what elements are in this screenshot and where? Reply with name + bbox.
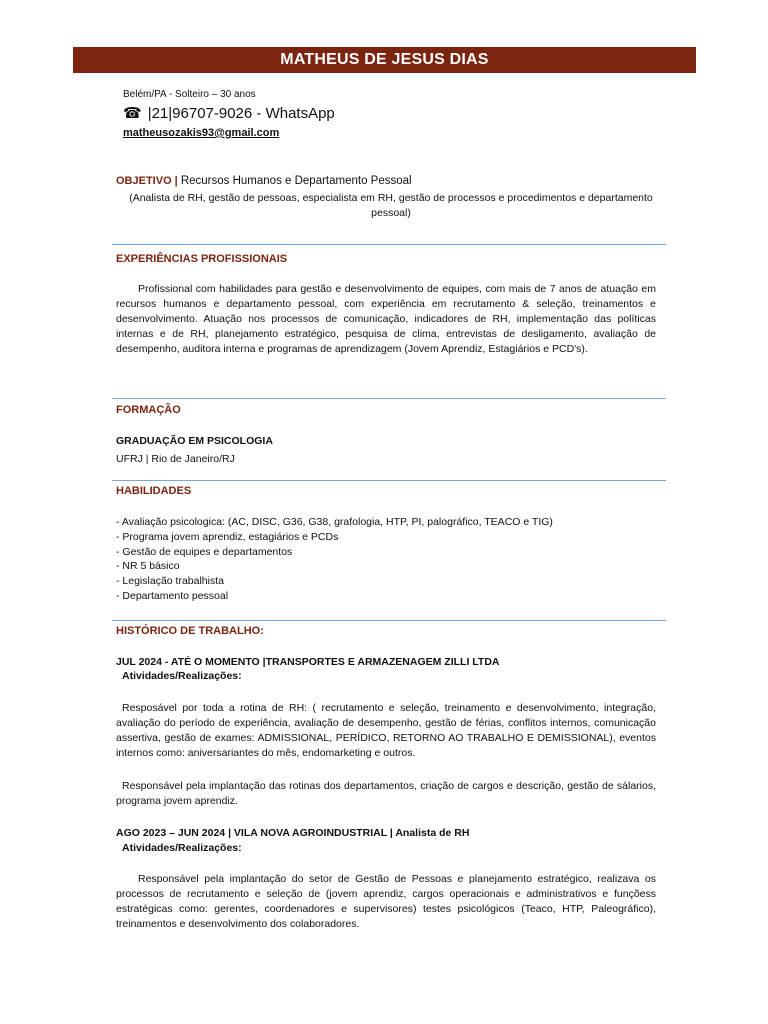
section-divider (112, 398, 666, 399)
objective-line (116, 175, 412, 187)
list-item: - Programa jovem aprendiz, estagiários e PCDs (116, 530, 339, 543)
job-description: Responsável pela implantação das rotinas dos departamentos, criação de cargos e descrição, gestão de sálarios, programa jovem aprendiz. (116, 780, 656, 807)
activities-label: Atividades/Realizações: (122, 842, 242, 854)
list-item: - Legislação trabalhista (116, 575, 224, 588)
location-status: Belém/PA - Solteiro – 30 anos (123, 89, 256, 100)
skills-list (116, 515, 553, 604)
education-title: FORMAÇÃO (116, 404, 181, 416)
phone-number: |21|96707-9026 - WhatsApp (147, 104, 335, 122)
candidate-name: MATHEUS DE JESUS DIAS (280, 51, 489, 68)
education-institution: UFRJ | Rio de Janeiro/RJ (116, 453, 235, 465)
objective-value: Recursos Humanos e Departamento Pessoal (180, 175, 412, 187)
history-title: HISTÓRICO DE TRABALHO: (116, 625, 264, 637)
phone-icon: ☎ (123, 105, 142, 122)
section-divider (112, 480, 666, 481)
experience-title: EXPERIÊNCIAS PROFISSIONAIS (116, 253, 288, 265)
job-description: Responsável pela implantação do setor de Gestão de Pessoas e planejamento estratégico, realizava os processos de recrutamento e seleção de (jovem aprendiz, cargos operacionais e administrativos e funçõess estratégicas como: gerentes, coordenadores e supervisores) testes psicológicos (Teaco, HTP, Paleográfico), treinamentos e desenvolvimento dos colaboradores. (116, 873, 656, 930)
activities-label: Atividades/Realizações: (122, 670, 242, 682)
objective-label: OBJETIVO | (116, 175, 178, 187)
name-header (73, 47, 696, 73)
objective-detail: (Analista de RH, gestão de pessoas, especialista em RH, gestão de processos e procedimentos e departamento pessoal) (129, 192, 653, 219)
job-description: Resposável por toda a rotina de RH: ( recrutamento e seleção, treinamento e desenvolvimento, integração, avaliação do período de experiência, avaliação de desempenho, gestão de férias, conflitos internos, comunicação assertiva, gestão de exames: ADMISSIONAL, PERÍDICO, RETORNO AO TRABALHO E DEMISSIONAL), eventos internos como: aniversariantes do mês, endomarketing e outros. (116, 702, 656, 759)
list-item: - NR 5 básico (116, 560, 180, 573)
list-item: - Departamento pessoal (116, 589, 229, 602)
section-divider (112, 620, 666, 621)
list-item: - Avaliação psicologica: (AC, DISC, G36, G38, grafologia, HTP, PI, palográfico, TEACO e TIG) (116, 516, 553, 528)
section-divider (112, 244, 666, 245)
list-item: - Gestão de equipes e departamentos (116, 545, 293, 558)
job-heading: JUL 2024 - ATÉ O MOMENTO |TRANSPORTES E ARMAZENAGEM ZILLI LTDA (116, 656, 500, 668)
experience-summary: Profissional com habilidades para gestão e desenvolvimento de equipes, com mais de 7 anos de atuação em recursos humanos e departamento pessoal, com experiência em recrutamento & seleção, treinamentos e desenvolvimento. Atuação nos processos de comunicação, indicadores de RH, implementação das políticas internas e de RH, planejamento estratégico, pesquisa de clima, entrevistas de desligamento, avaliação de desempenho, auditora interna e programas de aprendizagem (Jovem Aprendiz, Estagiários e PCD's). (116, 283, 656, 355)
skills-title: HABILIDADES (116, 485, 192, 497)
email-link[interactable]: matheusozakis93@gmail.com (123, 127, 280, 139)
job-heading: AGO 2023 – JUN 2024 | VILA NOVA AGROINDUSTRIAL | Analista de RH (116, 827, 470, 839)
phone-line (123, 104, 335, 122)
education-degree: GRADUAÇÃO EM PSICOLOGIA (116, 435, 273, 447)
